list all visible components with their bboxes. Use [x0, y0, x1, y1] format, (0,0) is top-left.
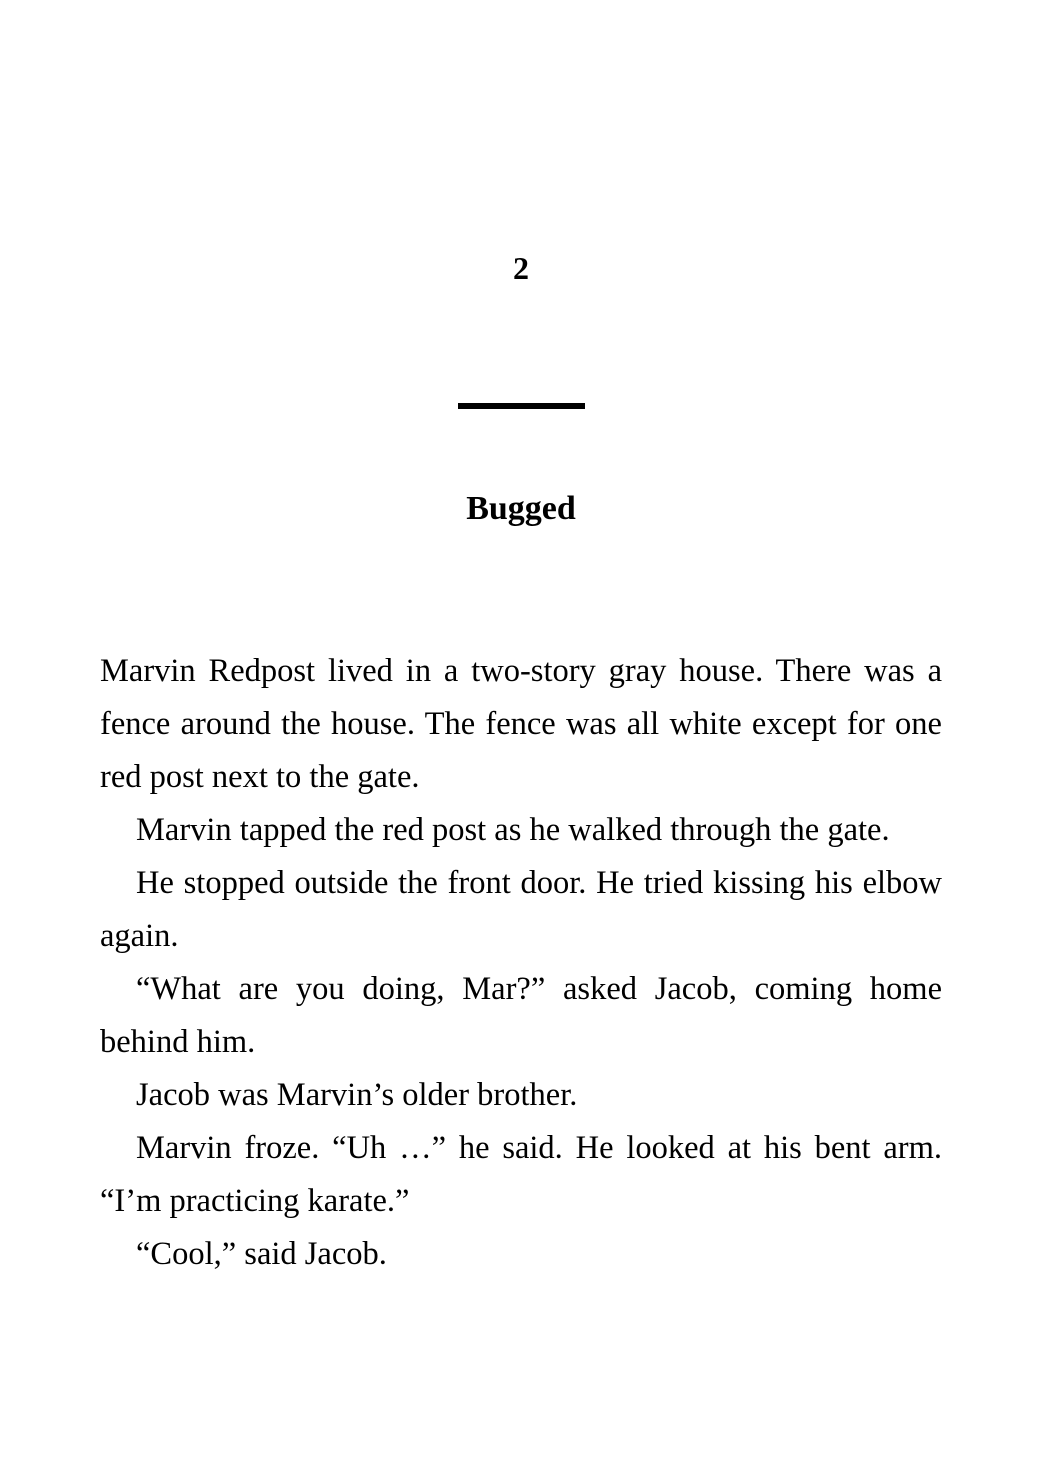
- paragraph: He stopped outside the front door. He tried kissing his elbow again.: [100, 865, 942, 954]
- paragraph: “What are you doing, Mar?” asked Jacob, coming home behind him.: [100, 971, 942, 1060]
- paragraph: Marvin tapped the red post as he walked through the gate.: [136, 812, 890, 848]
- chapter-title: Bugged: [466, 490, 576, 527]
- paragraph: Jacob was Marvin’s older brother.: [136, 1077, 578, 1113]
- chapter-divider-rule: [458, 403, 585, 409]
- paragraph: “Cool,” said Jacob.: [136, 1236, 387, 1272]
- paragraph: Marvin Redpost lived in a two-story gray house. There was a fence around the house. The fence was all white except for one red post next to the gate.: [100, 653, 942, 795]
- chapter-number: 2: [513, 250, 529, 286]
- paragraph: Marvin froze. “Uh …” he said. He looked at his bent arm. “I’m practicing karate.”: [100, 1130, 942, 1219]
- body-text: [100, 645, 942, 1281]
